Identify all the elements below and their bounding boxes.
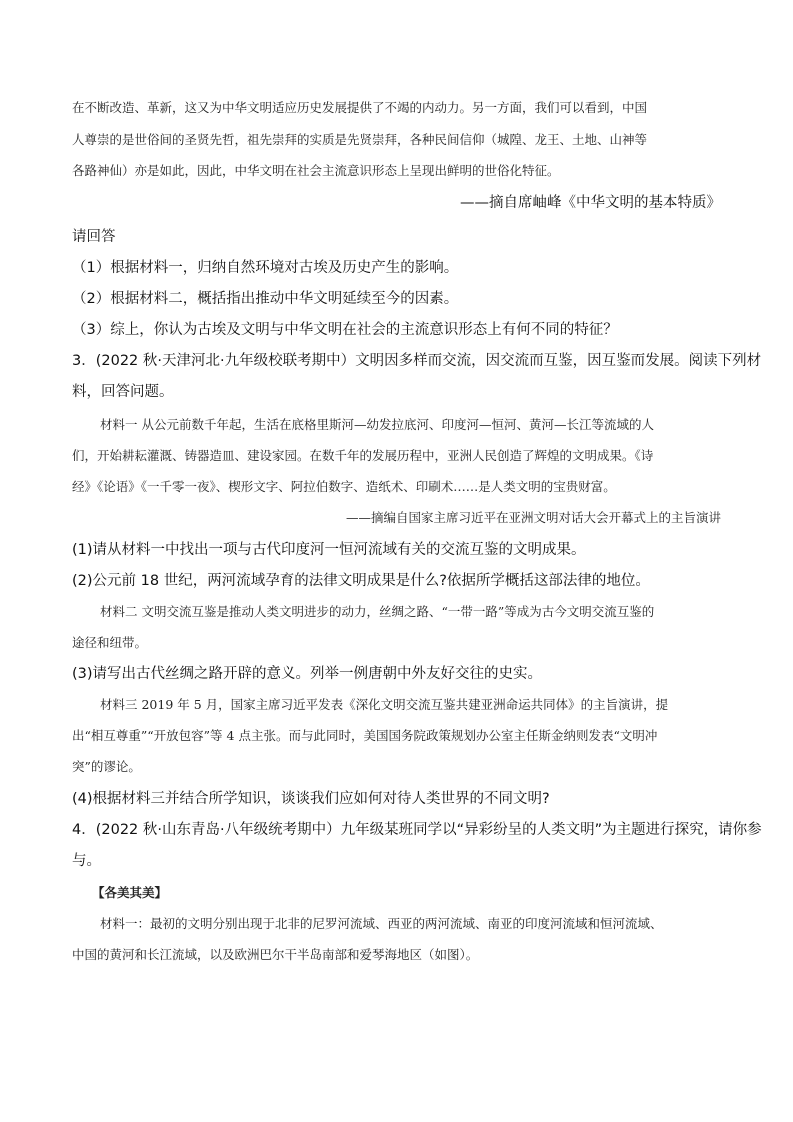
material-text-line: 们，开始耕耘灌溉、铸器造皿、建设家园。在数千年的发展历程中，亚洲人民创造了辉煌的文明成果。《诗	[72, 448, 654, 463]
material-text-line: 中国的黄河和长江流域，以及欧洲巴尔干半岛南部和爱琴海地区（如图）。	[72, 947, 479, 962]
problem-heading: 4．(2022 秋·山东青岛·八年级统考期中）九年级某班同学以“异彩纷呈的人类文明”为主题进行探究，请你参	[72, 822, 762, 838]
material-text-line: 材料一 从公元前数千年起，生活在底格里斯河—幼发拉底河、印度河—恒河、黄河—长江等流域的人	[100, 417, 654, 432]
material-text-line: 材料一：最初的文明分别出现于北非的尼罗河流域、西亚的两河流域、南亚的印度河流域和恒河流域、	[100, 916, 663, 931]
question-item: (1)请从材料一中找出一项与古代印度河一恒河流域有关的交流互鉴的文明成果。	[72, 542, 586, 558]
question-item: （2）根据材料二，概括指出推动中华文明延续至今的因素。	[72, 291, 459, 307]
problem-heading-cont: 与。	[72, 853, 101, 869]
problem-heading: 3．(2022 秋·天津河北·九年级校联考期中）文明因多样而交流，因交流而互鉴，因互鉴而发展。阅读下列材	[72, 353, 762, 369]
question-item: (3)请写出古代丝绸之路开辟的意义。列举一例唐朝中外友好交往的史实。	[72, 666, 543, 682]
problem-heading-cont: 料，回答问题。	[72, 384, 174, 400]
question-item: (2)公元前 18 世纪，两河流域孕育的法律文明成果是什么?依据所学概括这部法律的地位。	[72, 573, 650, 589]
source-citation: ——摘编自国家主席习近平在亚洲文明对话大会开幕式上的主旨演讲	[345, 510, 721, 525]
question-item: （1）根据材料一，归纳自然环境对古埃及历史产生的影响。	[72, 260, 459, 276]
material-text-line: 出“相互尊重”“开放包容”等 4 点主张。而与此同时，美国国务院政策规划办公室主任斯金纳则发表“文明冲	[72, 728, 658, 743]
question-item: （3）综上，你认为古埃及文明与中华文明在社会的主流意识形态上有何不同的特征？	[72, 322, 618, 338]
material-text-line: 材料三 2019 年 5 月，国家主席习近平发表《深化文明交流互鉴共建亚洲命运共同体》的主旨演讲，提	[100, 697, 669, 712]
source-citation: ——摘自席岫峰《中华文明的基本特质》	[460, 195, 721, 211]
material-text-line: 人尊崇的是世俗间的圣贤先哲，祖先崇拜的实质是先贤崇拜，各种民间信仰（城隍、龙王、土地、山神等	[72, 132, 648, 147]
material-text-line: 材料二 文明交流互鉴是推动人类文明进步的动力，丝绸之路、“一带一路”等成为古今文明交流互鉴的	[100, 604, 655, 619]
question-item: (4)根据材料三并结合所学知识，谈谈我们应如何对待人类世界的不同文明?	[72, 791, 550, 807]
material-text-line: 各路神仙）亦是如此，因此，中华文明在社会主流意识形态上呈现出鲜明的世俗化特征。	[72, 163, 560, 178]
material-text-line: 经》《论语》《一千零一夜》、楔形文字、阿拉伯数字、造纸术、印刷术……是人类文明的宝贵财富。	[72, 479, 616, 494]
prompt-label: 请回答	[72, 229, 116, 245]
material-text-line: 途径和纽带。	[72, 635, 148, 650]
material-text-line: 突”的谬论。	[72, 759, 141, 774]
section-heading: 【各美其美】	[92, 885, 168, 900]
material-text-line: 在不断改造、革新，这又为中华文明适应历史发展提供了不竭的内动力。另一方面，我们可以看到，中国	[72, 100, 648, 115]
